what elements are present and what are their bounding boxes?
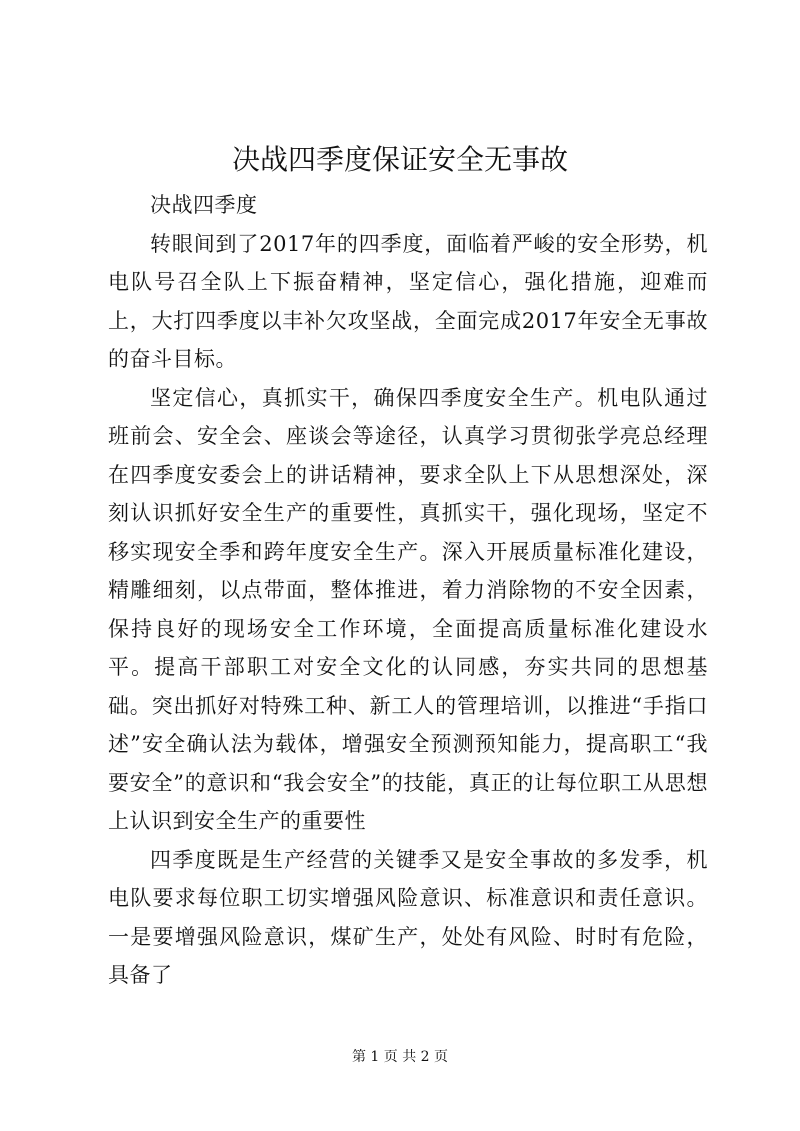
document-title: 决战四季度保证安全无事故	[231, 143, 568, 176]
paragraph-intro: 转眼间到了2017年的四季度，面临着严峻的安全形势，机电队号召全队上下振奋精神，坚定信心，强化措施，迎难而上，大打四季度以丰补欠攻坚战，全面完成2017年安全无事故的奋斗目标。	[108, 231, 708, 371]
page-number-footer: 第 1 页 共 2 页	[351, 1049, 449, 1065]
paragraph-fourth-quarter: 四季度既是生产经营的关键季又是安全事故的多发季，机电队要求每位职工切实增强风险意识、标准意识和责任意识。一是要增强风险意识，煤矿生产，处处有风险、时时有危险，具备了	[108, 847, 708, 987]
document-body	[108, 186, 708, 995]
paragraph-subtitle: 决战四季度	[150, 193, 258, 217]
paragraph-confidence: 坚定信心，真抓实干，确保四季度安全生产。机电队通过班前会、安全会、座谈会等途径，认真学习贯彻张学亮总经理在四季度安委会上的讲话精神，要求全队上下从思想深处，深刻认识抓好安全生产的重要性，真抓实干，强化现场，坚定不移实现安全季和跨年度安全生产。深入开展质量标准化建设，精雕细刻，以点带面，整体推进，着力消除物的不安全因素，保持良好的现场安全工作环境，全面提高质量标准化建设水平。提高干部职工对安全文化的认同感，夯实共同的思想基础。突出抓好对特殊工种、新工人的管理培训，以推进“手指口述”安全确认法为载体，增强安全预测预知能力，提高职工“我要安全”的意识和“我会安全”的技能，真正的让每位职工从思想上认识到安全生产的重要性	[108, 385, 708, 833]
